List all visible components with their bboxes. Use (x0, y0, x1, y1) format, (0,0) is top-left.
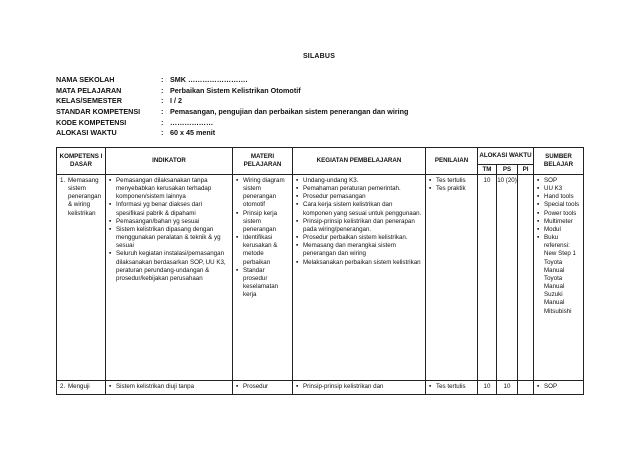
cell-sumber (534, 381, 584, 395)
cell-ps (497, 175, 518, 381)
meta-label: KELAS/SEMESTER (56, 96, 122, 106)
meta-value: Pemasangan, pengujian dan perbaikan sistem penerangan dan wiring (170, 107, 409, 117)
list-item: ▪ Power tools (537, 210, 581, 218)
meta-value: I / 2 (170, 96, 182, 106)
list-item: ▪ Prosedur perbaikan sistem kelistrikan. (296, 234, 423, 242)
cell-tm (478, 381, 497, 395)
table-row (57, 175, 584, 381)
list-item: ▪ Pemasangan/bahan yg sesuai (109, 218, 230, 226)
cell-kompetensi (57, 381, 106, 395)
cell-sumber (534, 175, 584, 381)
header-tm: TM (478, 165, 497, 175)
syllabus-table (56, 147, 584, 395)
list-item: ▪ Seluruh kegiatan instalasi/pemasangan dilaksanakan berdasarkan SOP, UU K3, peraturan perundang-undangan & prosedur/kebijakan perusahaan (109, 250, 230, 283)
list-item: ▪ Modul (537, 226, 581, 234)
list-item: ▪ Undang-undang K3. (296, 177, 423, 185)
meta-colon: : (161, 128, 164, 138)
page-title: SILABUS (302, 53, 336, 60)
list-item: ▪ Prinsip-prinsip kelistrikan dan (296, 383, 423, 391)
cell-indikator (106, 175, 233, 381)
row-number: 2. (60, 383, 66, 390)
cell-kegiatan (293, 381, 426, 395)
cell-tm (478, 175, 497, 381)
list-item: ▪ Hand tools (537, 193, 581, 201)
cell-ps (497, 381, 518, 395)
kompetensi-text: Memasang sistem penerangan & wiring kelistrikan (68, 177, 102, 217)
meta-colon: : (161, 75, 164, 84)
cell-pi (518, 175, 534, 381)
meta-colon: : (161, 85, 164, 95)
list-item: ▪ Pemasangan dilaksanakan tanpa menyebabkan kerusakan terhadap komponen/sistem lainnya (109, 177, 230, 201)
header-ps: PS (497, 165, 518, 175)
meta-label: STANDAR KOMPETENSI (56, 107, 141, 117)
list-item: ▪ Prosedur pemasangan (296, 193, 423, 201)
meta-value: Perbaikan Sistem Kelistrikan Otomotif (170, 85, 301, 95)
kompetensi-text: Menguji (68, 383, 90, 390)
cell-pi (518, 381, 534, 395)
list-item: ▪ Prosedur (236, 383, 290, 391)
meta-colon: : (161, 96, 164, 106)
list-item: ▪ Multimeter (537, 218, 581, 226)
list-item: ▪ Sistem kelistrikan diuji tanpa (109, 383, 230, 391)
cell-penilaian (426, 381, 478, 395)
list-item: ▪ Standar prosedur keselamatan kerja (236, 267, 290, 300)
list-item: ▪ Melaksanakan perbaikan sistem kelistrikan (296, 259, 423, 267)
ps-value: 10 (503, 383, 511, 390)
header-materi: MATERI PELAJARAN (233, 148, 293, 175)
cell-materi (233, 175, 293, 381)
meta-value: 60 x 45 menit (170, 128, 216, 138)
header-kompetensi: KOMPETENS I DASAR (57, 148, 106, 175)
list-item: ▪ Buku referensi: New Step 1 Toyota Manual Toyota Manual Suzuki Manual Mitsubishi (537, 234, 581, 316)
header-pi: PI (518, 165, 534, 175)
meta-label: KODE KOMPETENSI (56, 117, 127, 127)
list-item: ▪ Memasang dan merangkai sistem penerangan dan wiring (296, 242, 423, 258)
header-penilaian: PENILAIAN (426, 148, 478, 175)
list-item: ▪ Wiring diagram sistem penerangan otomotif (236, 177, 290, 210)
cell-kegiatan (293, 175, 426, 381)
ps-value: 10 (20) (497, 177, 517, 184)
list-item: ▪ Identifikasi kerusakan & metode perbaikan (236, 234, 290, 267)
table-row (57, 381, 584, 395)
pi-value (518, 381, 533, 383)
cell-indikator (106, 381, 233, 395)
header-kegiatan: KEGIATAN PEMBELAJARAN (293, 148, 426, 175)
list-item: ▪ Prinsip-prinsip kelistrikan dan penerapan pada wiring/penerangan. (296, 218, 423, 234)
list-item: ▪ SOP (537, 177, 581, 185)
header-indikator: INDIKATOR (106, 148, 233, 175)
meta-label: ALOKASI WAKTU (56, 128, 117, 138)
meta-colon: : (161, 107, 164, 117)
meta-value: ……………… (170, 117, 214, 127)
list-item: ▪ Pemahaman peraturan pemerintah. (296, 185, 423, 193)
cell-materi (233, 381, 293, 395)
meta-label: NAMA SEKOLAH (56, 75, 115, 84)
list-item: ▪ UU K3 (537, 185, 581, 193)
cell-penilaian (426, 175, 478, 381)
cell-kompetensi (57, 175, 106, 381)
list-item: ▪ Tes praktik (429, 185, 475, 193)
list-item: ▪ Tes tertulis (429, 177, 475, 185)
meta-value: SMK ……………………. (170, 75, 248, 84)
list-item: ▪ Cara kerja sistem kelistrikan dan komponen yang sesuai untuk penggunaan. (296, 201, 423, 217)
pi-value (518, 175, 533, 177)
tm-value: 10 (483, 383, 491, 390)
meta-label: MATA PELAJARAN (56, 85, 122, 95)
list-item: ▪ Sistem kelistrikan dipasang dengan menggunakan peralatan & teknik & yg sesuai (109, 226, 230, 250)
list-item: ▪ SOP (537, 383, 581, 391)
list-item: ▪ Tes tertulis (429, 383, 475, 391)
list-item: ▪ Special tools (537, 201, 581, 209)
header-sumber: SUMBER BELAJAR (534, 148, 584, 175)
header-alokasi: ALOKASI WAKTU (478, 148, 534, 165)
meta-colon: : (161, 117, 164, 127)
list-item: ▪ Informasi yg benar diakses dari spesifikasi pabrik & dipahami (109, 201, 230, 217)
list-item: ▪ Prinsip kerja sistem penerangan (236, 210, 290, 234)
tm-value: 10 (483, 177, 491, 184)
row-number: 1. (60, 177, 66, 184)
